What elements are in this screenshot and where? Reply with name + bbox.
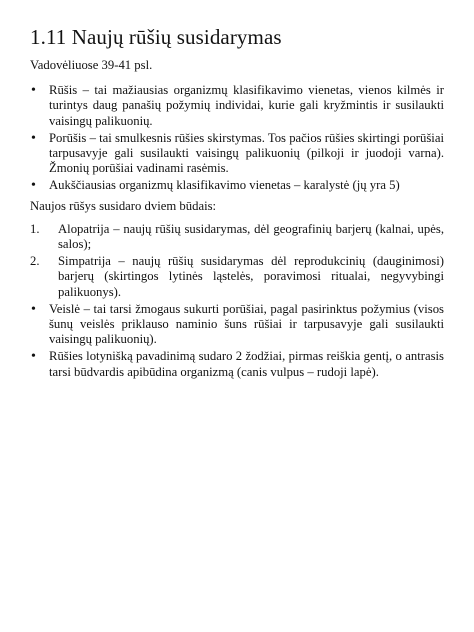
document-page xyxy=(30,22,444,382)
page-title: 1.11 Naujų rūšių susidarymas xyxy=(30,25,282,49)
page-subtitle: Vadovėliuose 39-41 psl. xyxy=(30,58,153,72)
list-number: 1. xyxy=(30,221,40,236)
methods-intro: Naujos rūšys susidaro dviem būdais: xyxy=(30,198,217,213)
method-text: Alopatrija – naujų rūšių susidarymas, dėl geografinių barjerų (kalnai, upės, salos); xyxy=(58,221,444,252)
definition-kingdom: • Aukščiausias organizmų klasifikavimo vienetas – karalystė (jų yra 5) xyxy=(30,178,444,193)
list-number: 2. xyxy=(30,254,40,269)
definition-breed: • Veislė – tai tarsi žmogaus sukurti porūšiai, pagal pasirinktus požymius (visos šunų veislės priklauso naminio šuns rūšiai ir tarpusavyje gali susilaukti vaisingų palikuonių). xyxy=(30,302,444,348)
definition-latin-name: • Rūšies lotynišką pavadinimą sudaro 2 žodžiai, pirmas reiškia gentį, o antrasis tarsi būdvardis apibūdina organizmą (canis vulpus – rudoji lapė). xyxy=(30,349,444,379)
definitions-list xyxy=(30,83,444,193)
speciation-methods-list xyxy=(30,222,444,300)
method-sympatry xyxy=(30,254,444,300)
extra-list xyxy=(30,302,444,380)
definition-subspecies: • Porūšis – tai smulkesnis rūšies skirstymas. Tos pačios rūšies skirtingi porūšiai tarpusavyje gali susilaukti vaisingų palikuonių (pilkoji ir juodoji varna). Žmonių porūšiai vadinami rasėmis. xyxy=(30,131,444,177)
method-text: Simpatrija – naujų rūšių susidarymas dėl reprodukcinių (dauginimosi) barjerų (skirtingos lytinės ląstelės, poravimosi ritualai, negyvybingi palikuonys). xyxy=(58,254,444,299)
method-allopatry xyxy=(30,222,444,252)
definition-species: • Rūšis – tai mažiausias organizmų klasifikavimo vienetas, vienos kilmės ir turintys daug panašių požymių individai, kurie gali kryžmintis ir susilaukti vaisingų palikuonių. xyxy=(30,83,444,129)
